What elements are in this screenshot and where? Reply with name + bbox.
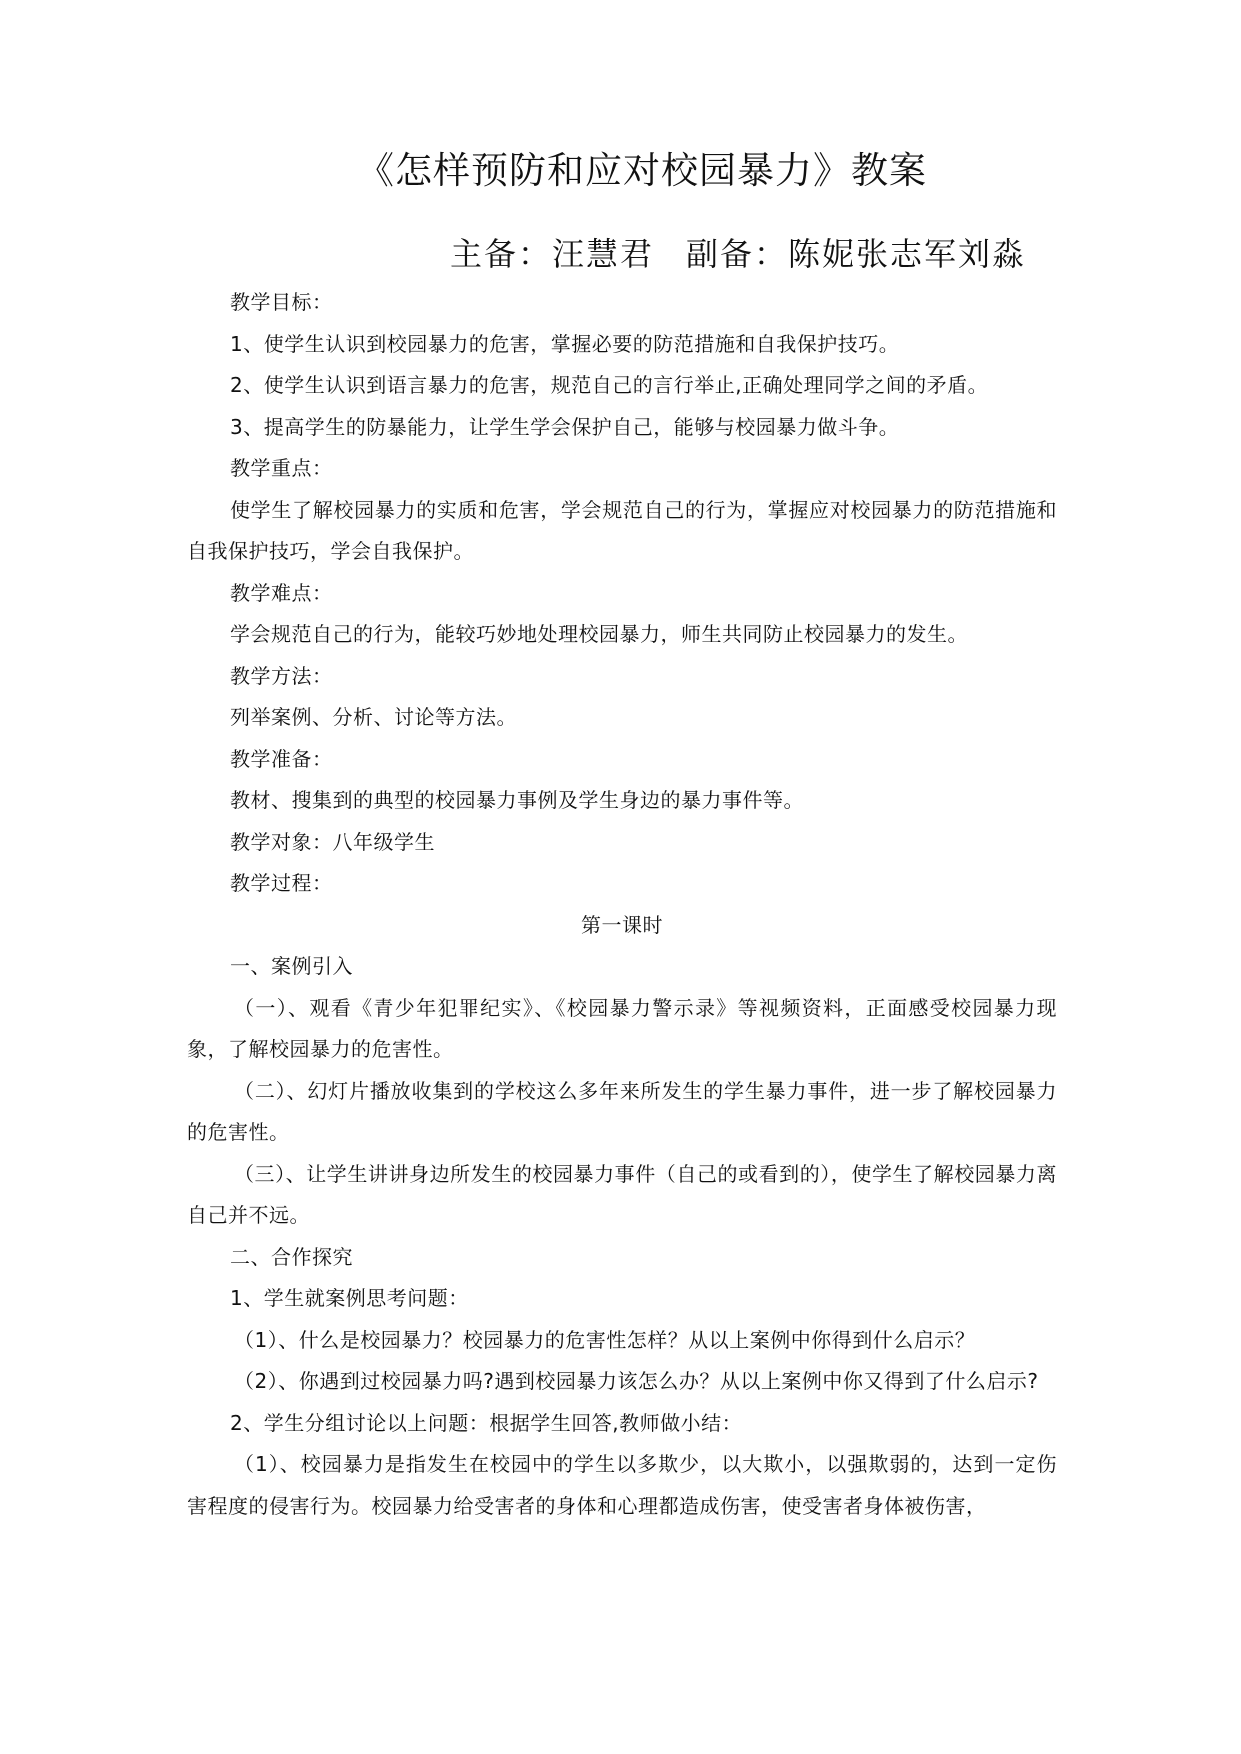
authors-line [450,230,1026,278]
paragraph: 2、学生分组讨论以上问题：根据学生回答,教师做小结： [230,1410,743,1435]
document-title: 《怎样预防和应对校园暴力》教案 [357,149,927,192]
paragraph: 2、使学生认识到语言暴力的危害，规范自己的言行举止,正确处理同学之间的矛盾。 [230,373,989,397]
paragraph: 3、提高学生的防暴能力，让学生学会保护自己，能够与校园暴力做斗争。 [230,414,900,439]
paragraph: 学会规范自己的行为，能较巧妙地处理校园暴力，师生共同防止校园暴力的发生。 [230,622,968,646]
sub-authors: 副备：陈妮张志军刘淼 [686,235,1027,273]
paragraph: 教学对象：八年级学生 [230,829,435,854]
paragraph: 第一课时 [581,912,663,937]
paragraph: 二、合作探究 [230,1244,353,1269]
paragraph: （2）、你遇到过校园暴力吗?遇到校园暴力该怎么办？从以上案例中你又得到了什么启示? [234,1369,1039,1393]
paragraph: 教学目标： [230,290,333,314]
document-body [187,282,1057,1527]
paragraph: 教学过程： [230,871,333,895]
paragraph: 列举案例、分析、讨论等方法。 [230,705,517,729]
main-author: 主备：汪慧君 [450,235,655,273]
paragraph: （一）、观看《青少年犯罪纪实》、《校园暴力警示录》等视频资料，正面感受校园暴力现象，了解校园暴力的危害性。 [187,995,1057,1061]
paragraph: （1）、校园暴力是指发生在校园中的学生以多欺少，以大欺小，以强欺弱的，达到一定伤害程度的侵害行为。校园暴力给受害者的身体和心理都造成伤害，使受害者身体被伤害， [187,1452,1057,1518]
paragraph: （二）、幻灯片播放收集到的学校这么多年来所发生的学生暴力事件，进一步了解校园暴力的危害性。 [187,1078,1057,1144]
paragraph: （1）、什么是校园暴力？校园暴力的危害性怎样？从以上案例中你得到什么启示？ [234,1327,976,1352]
paragraph: 教学重点： [230,456,333,480]
paragraph: （三）、让学生讲讲身边所发生的校园暴力事件（自己的或看到的），使学生了解校园暴力离自己并不远。 [187,1161,1057,1227]
paragraph: 教学方法： [230,663,333,688]
paragraph: 使学生了解校园暴力的实质和危害，学会规范自己的行为，掌握应对校园暴力的防范措施和自我保护技巧，学会自我保护。 [187,497,1057,563]
paragraph: 教学难点： [230,580,333,605]
paragraph: 教材、搜集到的典型的校园暴力事例及学生身边的暴力事件等。 [230,788,804,812]
paragraph: 一、案例引入 [230,954,353,978]
paragraph: 1、学生就案例思考问题： [230,1286,469,1310]
paragraph: 教学准备： [230,746,333,771]
paragraph: 1、使学生认识到校园暴力的危害，掌握必要的防范措施和自我保护技巧。 [230,331,900,356]
